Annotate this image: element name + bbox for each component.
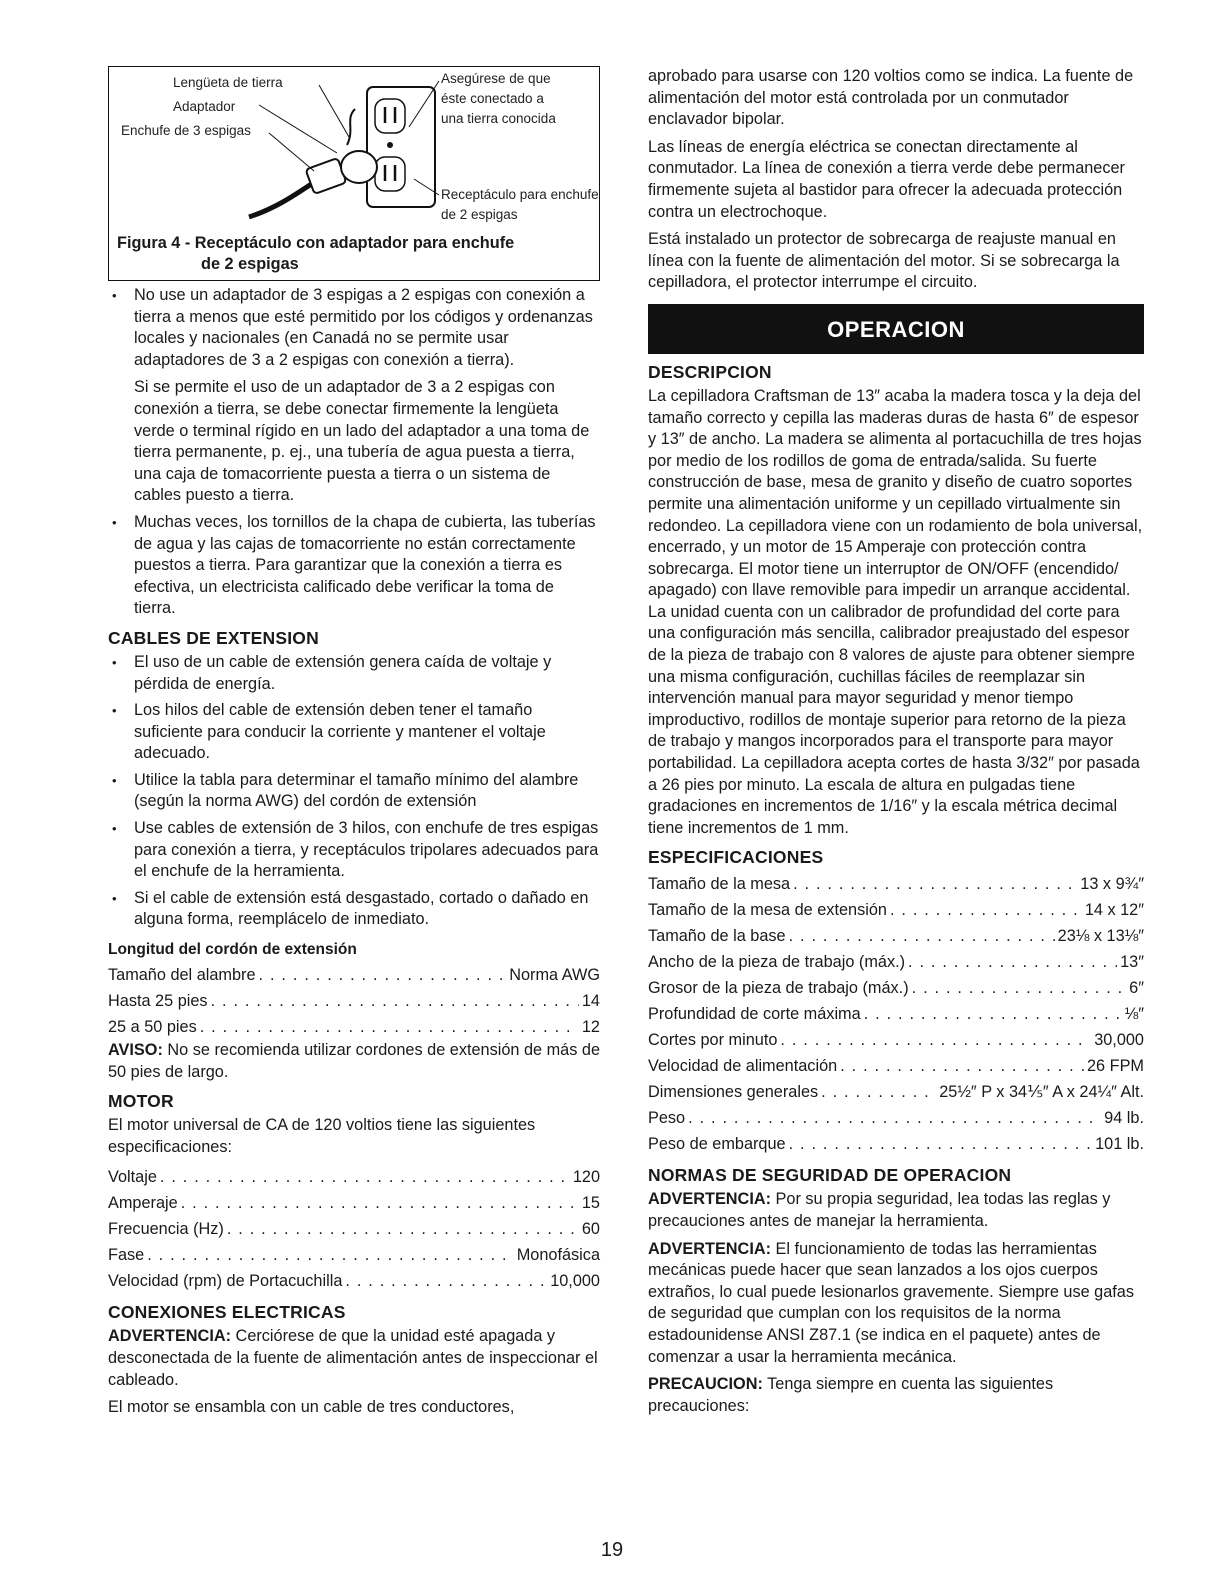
table-row: Velocidad (rpm) de Portacuchilla . . . 10,000 [108,1268,600,1294]
label-ground-tab: Lengüeta de tierra [173,75,283,90]
figure-4 [108,66,600,281]
motor-intro: El motor universal de CA de 120 voltios tiene las siguientes especificaciones: [108,1116,536,1156]
table-row: Profundidad de corte máxima . . . ⅛″ [648,1001,1144,1027]
elec-warning: ADVERTENCIA: Cerciórese de que la unidad esté apagada y desconectada de la fuente de alimentación antes de inspeccionar el cableado. [108,1327,598,1389]
ext-list [108,652,600,931]
adapter-plug-icon [249,109,377,217]
table-row: Velocidad de alimentación . . . 26 FPM [648,1053,1144,1079]
list-item: • No use un adaptador de 3 espigas a 2 espigas con conexión a tierra a menos que esté permitido por los códigos y ordenanzas locales y nacionales (en Canadá no se permite usar adaptadores de 3 a 2 espigas con conexión a tierra). Si se permite el uso de un adaptador de 3 a 2 espigas con conexión a tierra, se debe conectar firmemente la lengüeta verde o terminal rígido en un lado del adaptador a una toma de tierra permanente, p. ej., una tubería de agua puesta a tierra, una caja de tomacorriente puesta a tierra o un sistema de cables puesto a tierra. [108,285,600,507]
cord-table [108,962,600,1040]
safety-heading: NORMAS DE SEGURIDAD DE OPERACION [648,1165,1012,1186]
notice: AVISO: No se recomienda utilizar cordones de extensión de más de 50 pies de largo. [108,1041,601,1081]
elec-heading: CONEXIONES ELECTRICAS [108,1302,346,1323]
spec-table [648,871,1144,1157]
table-row: Grosor de la pieza de trabajo (máx.) . . . 6″ [648,975,1144,1001]
right-p3: Está instalado un protector de sobrecarga de reajuste manual en línea con la fuente de alimentación del motor. Si se sobrecarga la cepilladora, el protector interrumpe el circuito. [648,230,1120,292]
page-number: 19 [600,1539,624,1561]
desc-heading: DESCRIPCION [648,361,772,382]
caution: PRECAUCION: Tenga siempre en cuenta las siguientes precauciones: [648,1375,1054,1415]
list-item: • Si el cable de extensión está desgastado, cortado o dañado en alguna forma, reemplácelo de inmediato. [108,888,600,931]
table-row: 25 a 50 pies . . . 12 [108,1014,600,1040]
table-row: Frecuencia (Hz) . . . 60 [108,1216,600,1242]
desc-text: La cepilladora Craftsman de 13″ acaba la madera tosca y la deja del tamaño correcto y cepilla las maderas duras de hasta 6″ de espesor y 13″ de ancho. La madera se alimenta al portacuchilla de tres hojas por medio de los rodillos de goma de entrada/salida. Su fuerte construcción de base, mesa de granito y diseño de cuatro soportes permite una alimentación uniforme y un cepillado virtualmente sin redondeo. La cepilladora viene con un rodamiento de bola universal, encerrado, y un motor de 15 Amperaje con protección contra sobrecarga. El motor tiene un interruptor de ON/OFF (encendido/ apagado) con llave removible para impedir un arranque accidental. La unidad cuenta con un calibrador de profundidad del corte para una configuración más sencilla, calibrador preajustado del espesor de la pieza de trabajo con 8 valores de ajuste para obtener siempre una misma configuración, cuchillas fáciles de reemplazar sin intervención manual para mayor seguridad y menor tiempo improductivo, rodillos de montaje superior para retorno de la pieza de trabajo y mangos incorporados para el transporte para mayor portabilidad. La cepilladora acepta cortes de hasta 3/32″ por pasada a 26 pies por minuto. La escala de altura en pulgadas tiene gradaciones en incrementos de 1/16″ y la escala métrica decimal tiene incrementos de 1 mm. [648,386,1143,837]
table-row: Hasta 25 pies . . . 14 [108,988,600,1014]
table-row: Amperaje . . . 15 [108,1190,600,1216]
elec-p2: El motor se ensambla con un cable de tres conductores, [108,1398,515,1417]
table-row: Voltaje . . . 120 [108,1164,600,1190]
table-row: Peso . . . 94 lb. [648,1105,1144,1131]
label-receptacle: Receptáculo para enchufe de 2 espigas [441,187,599,222]
label-adapter: Adaptador [173,99,236,114]
cord-heading: Longitud del cordón de extensión [108,941,357,959]
table-row: Tamaño de la base . . . 23⅛ x 13⅛″ [648,923,1144,949]
motor-heading: MOTOR [108,1091,174,1112]
table-row: Tamaño de la mesa . . . 13 x 9¾″ [648,871,1144,897]
grounding-list [108,285,600,620]
table-row: Dimensiones generales . . . 25½″ P x 34⅕″ A x 24¼″ Alt. [648,1079,1144,1105]
left-column [108,66,600,1425]
list-item: • Utilice la tabla para determinar el tamaño mínimo del alambre (según la norma AWG) del cordón de extensión [108,770,600,813]
right-p1: aprobado para usarse con 120 voltios como se indica. La fuente de alimentación del motor está controlada por un conmutador enclavador bipolar. [648,67,1134,129]
motor-table [108,1164,600,1294]
spec-heading: ESPECIFICACIONES [648,847,824,868]
table-row: Peso de embarque . . . 101 lb. [648,1131,1144,1157]
right-column [648,66,1144,1423]
list-item: • Muchas veces, los tornillos de la chapa de cubierta, las tuberías de agua y las cajas de tomacorriente no están correctamente puestos a tierra. Para garantizar que la conexión a tierra es efectiva, un electricista calificado debe verificar la toma de tierra. [108,512,600,620]
warning-1: ADVERTENCIA: Por su propia seguridad, lea todas las reglas y precauciones antes de manejar la herramienta. [648,1190,1111,1230]
right-p2: Las líneas de energía eléctrica se conectan directamente al conmutador. La línea de conexión a tierra verde debe permanecer firmemente sujeta al bastidor para ofrecer la adecuada protección contra un electrochoque. [648,137,1125,221]
figure-caption: Figura 4 - Receptáculo con adaptador para enchufe de 2 espigas [117,234,515,273]
warning-2: ADVERTENCIA: El funcionamiento de todas las herramientas mecánicas puede hacer que sean lanzados a los ojos cuerpos extraños, lo cual puede lesionarlos gravemente. Siempre use gafas de seguridad que cumplan con los requisitos de la norma estadounidense ANSI Z87.1 (se indica en el paquete) antes de comenzar a usar la herramienta mecánica. [648,1239,1135,1366]
ext-heading: CABLES DE EXTENSION [108,627,319,648]
table-row: Fase . . . Monofásica [108,1242,600,1268]
outlet-adapter-illustration [109,67,599,232]
label-plug: Enchufe de 3 espigas [121,123,251,138]
table-row: Tamaño del alambre . . . Norma AWG [108,962,600,988]
table-row: Tamaño de la mesa de extensión . . . 14 x 12″ [648,897,1144,923]
table-row: Ancho de la pieza de trabajo (máx.) . . . 13″ [648,949,1144,975]
label-ensure: Asegúrese de que éste conectado a una tierra conocida [441,71,556,126]
wall-outlet-icon [367,87,435,207]
list-item: • El uso de un cable de extensión genera caída de voltaje y pérdida de energía. [108,652,600,695]
table-row: Cortes por minuto . . . 30,000 [648,1027,1144,1053]
operacion-banner: OPERACION [648,304,1144,354]
list-item: • Use cables de extensión de 3 hilos, con enchufe de tres espigas para conexión a tierra, y receptáculos tripolares adecuados para el enchufe de la herramienta. [108,818,600,883]
list-item: • Los hilos del cable de extensión deben tener el tamaño suficiente para conducir la corriente y mantener el voltaje adecuado. [108,700,600,765]
